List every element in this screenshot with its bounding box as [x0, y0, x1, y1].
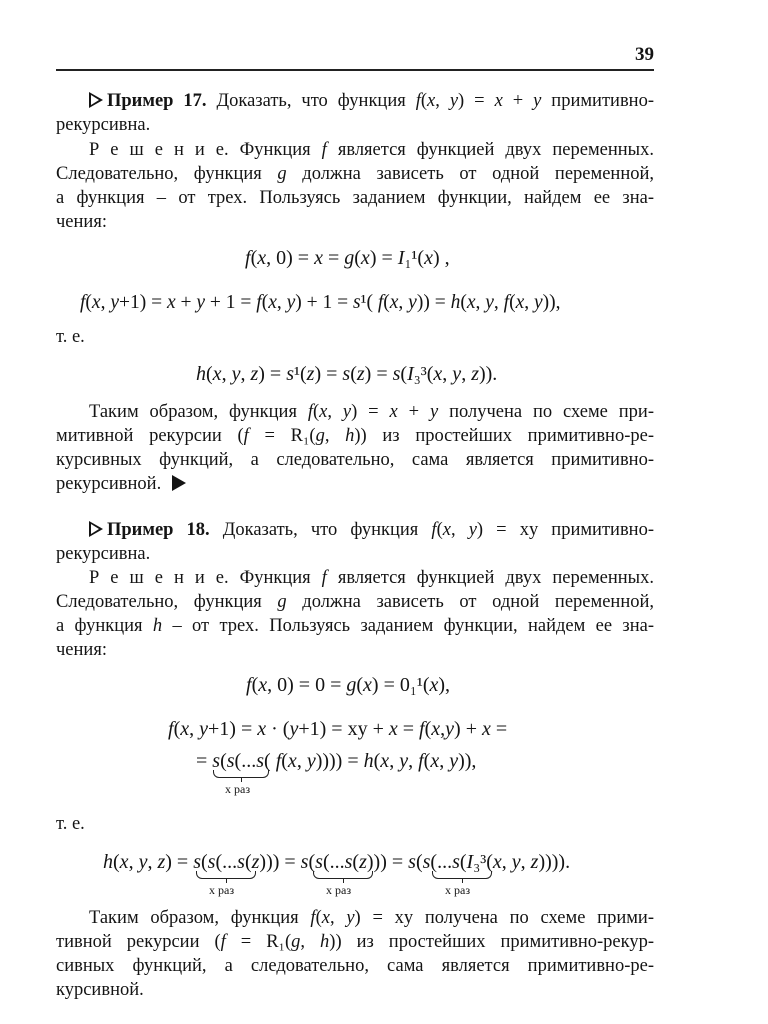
example18-line-5: [56, 614, 654, 638]
page-number: 39: [635, 44, 654, 65]
example18-conclusion-3: [56, 954, 654, 978]
example18-conclusion-4: курсивной.: [56, 980, 144, 1000]
example18-line-4: [56, 590, 654, 614]
formula-text: f(x, y+1) = x + y + 1 = f(x, y) + 1 = s¹( f(x, y)) = h(x, y, f(x, y)),: [80, 292, 561, 313]
line-text: Следовательно, функция g должна зависеть от одной переменной,: [56, 164, 654, 184]
underbrace: [313, 871, 373, 879]
example17-line-1: Пример 17. Доказать, что функция f(x, y) = x + y примитивно-: [107, 91, 654, 111]
example17-line-6: чения:: [56, 212, 107, 232]
example17-heading: [89, 89, 654, 113]
example-start-triangle-icon: [89, 92, 103, 108]
header-rule: [56, 69, 654, 71]
line-text: Следовательно, функция g должна зависеть от одной переменной,: [56, 592, 654, 612]
example-end-triangle-icon: [172, 475, 186, 491]
example18-heading: [89, 518, 654, 542]
formula-text: f(x, y+1) = x · (y+1) = xy + x = f(x,y) + x =: [168, 718, 508, 740]
underbrace: [196, 871, 256, 879]
example17-line-5: [56, 186, 654, 210]
example18-te: т. е.: [56, 814, 85, 834]
x-times-note: x раз: [209, 883, 235, 897]
line-text: Таким образом, функция f(x, y) = x + y получена по схеме при-: [89, 402, 654, 422]
underbrace: [432, 871, 492, 879]
line-text: а функция h – от трех. Пользуясь заданием функции, найдем ее зна-: [56, 616, 655, 636]
example17-conclusion-4: [56, 472, 654, 496]
line-text: Таким образом, функция f(x, y) = xy получена по схеме прими-: [89, 908, 654, 928]
solution-text: Р е ш е н и е. Функция f является функцией двух переменных.: [89, 140, 654, 160]
line-text: тивной рекурсии (f = R₁(g, h)) из простейших примитивно-рекур-: [56, 932, 655, 952]
example17-formula-2: [80, 291, 561, 315]
example17-line-4: [56, 162, 654, 186]
example17-solution-line: [89, 138, 654, 162]
example18-formula-1: [246, 673, 450, 697]
formula-text: f(x, 0) = 0 = g(x) = 0₁¹(x),: [246, 674, 451, 696]
line-text: а функция – от трех. Пользуясь заданием функции, найдем ее зна-: [56, 188, 654, 208]
x-times-note: x раз: [225, 782, 251, 796]
example17-conclusion-3: [56, 448, 654, 472]
underbrace: [213, 770, 269, 778]
example18-line-6: чения:: [56, 640, 107, 660]
line-text: рекурсивной.: [56, 474, 162, 494]
formula-text: = s(s(...s( f(x, y)))) = h(x, y, f(x, y)),: [196, 750, 477, 772]
example17-formula-1: [245, 246, 450, 270]
formula-text: h(x, y, z) = s¹(z) = s(z) = s(I₃³(x, y, z)).: [196, 363, 498, 385]
line-text: сивных функций, а следовательно, сама является примитивно-ре-: [56, 956, 654, 976]
example17-conclusion-1: [89, 400, 654, 424]
example17-formula-3: [196, 362, 497, 386]
line-text: курсивных функций, а следовательно, сама является примитивно-: [56, 450, 654, 470]
example18-solution-line: [89, 566, 654, 590]
example18-conclusion-2: [56, 930, 654, 954]
example18-line-1: Пример 18. Доказать, что функция f(x, y) = xy примитивно-: [107, 520, 654, 540]
line-text: митивной рекурсии (f = R₁(g, h)) из простейших примитивно-ре-: [56, 426, 654, 446]
x-times-note: x раз: [326, 883, 352, 897]
formula-text: h(x, y, z) = s(s(...s(z))) = s(s(...s(z))) = s(s(...s(I₃³(x, y, z)))).: [103, 851, 571, 873]
example17-te: т. е.: [56, 327, 85, 347]
formula-text: f(x, 0) = x = g(x) = I₁¹(x) ,: [245, 247, 450, 269]
example17-conclusion-2: [56, 424, 654, 448]
solution-text: Р е ш е н и е. Функция f является функцией двух переменных.: [89, 568, 654, 588]
example17-line-2: рекурсивна.: [56, 115, 151, 135]
example18-line-2: рекурсивна.: [56, 544, 151, 564]
example18-conclusion-1: [89, 906, 654, 930]
x-times-note: x раз: [445, 883, 471, 897]
example18-formula-2a: [168, 717, 507, 741]
example-start-triangle-icon: [89, 521, 103, 537]
